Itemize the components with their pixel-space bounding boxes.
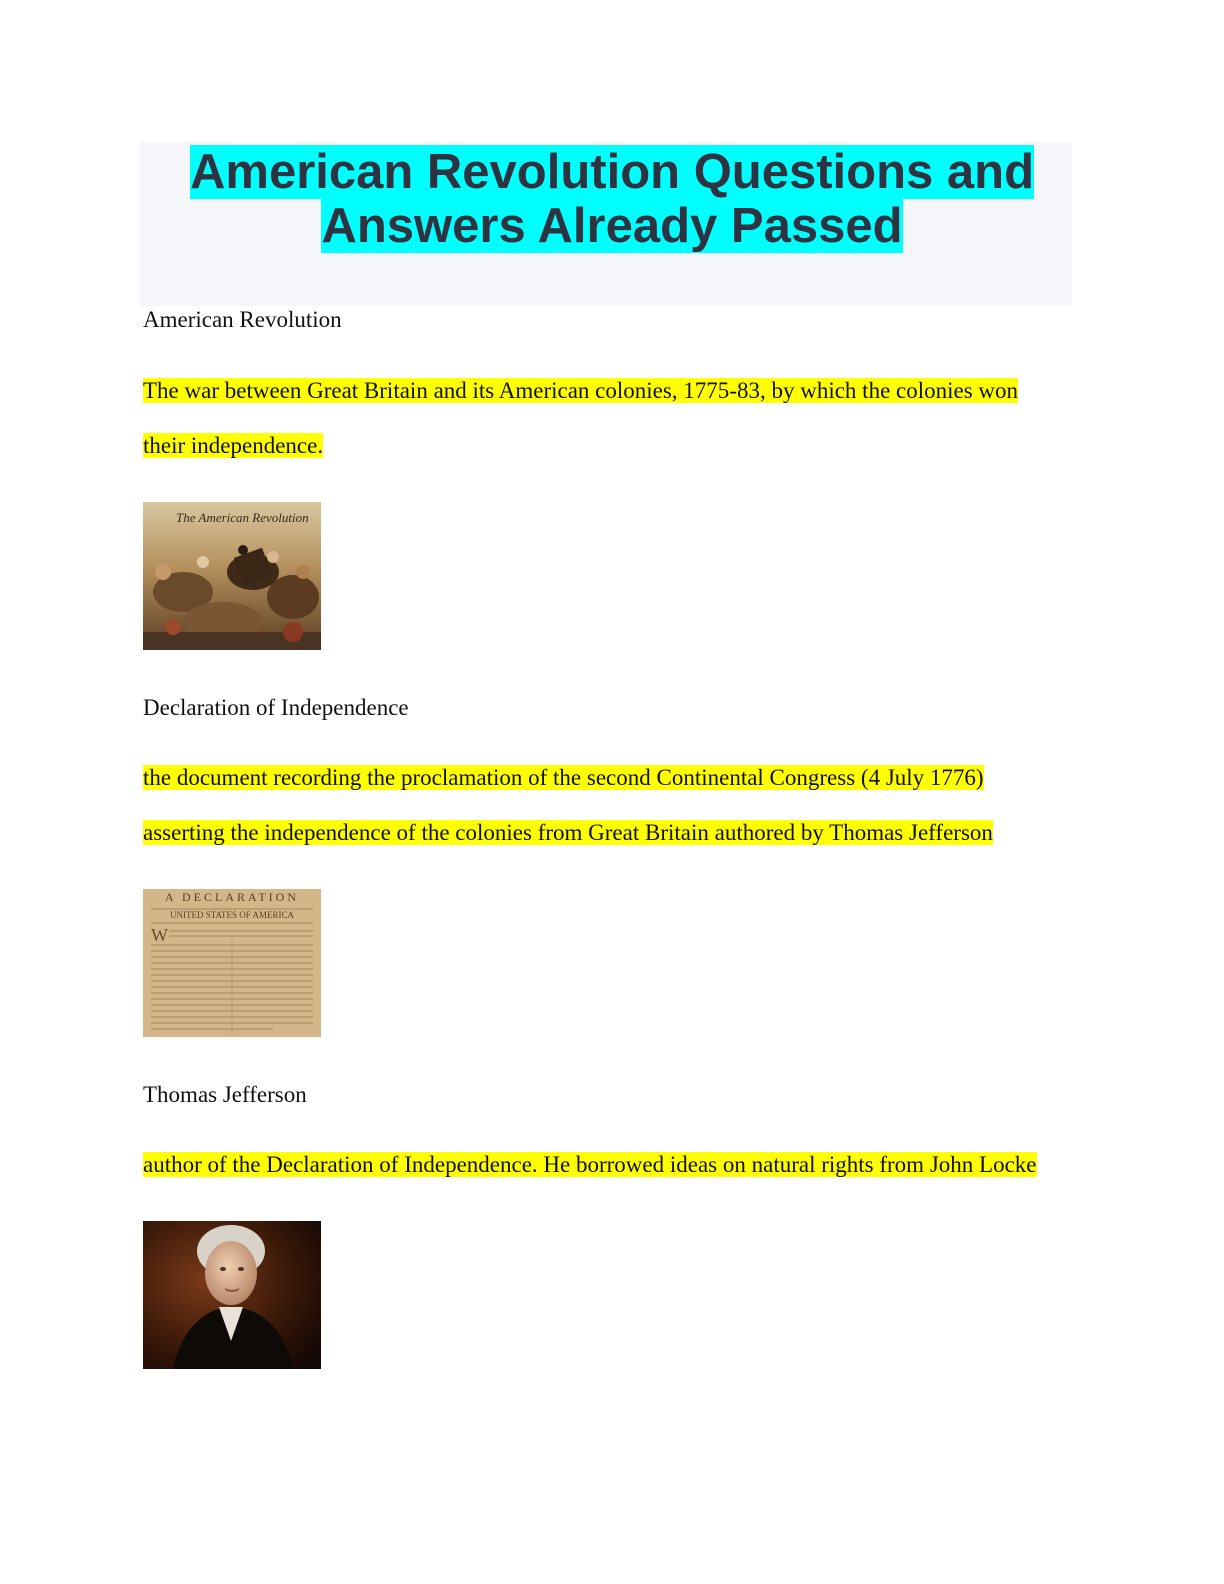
answer-line: The war between Great Britain and its American colonies, 1775-83, by which the colonies won bbox=[143, 378, 1019, 403]
page-title bbox=[0, 145, 1224, 253]
image-caption: The American Revolution bbox=[176, 510, 309, 525]
term-thomas-jefferson: Thomas Jefferson bbox=[143, 1082, 307, 1107]
answer-line: their independence. bbox=[143, 433, 324, 458]
image-caption: A DECLARATION bbox=[165, 890, 299, 904]
image-caption: UNITED STATES OF AMERICA bbox=[169, 910, 295, 920]
answer-line: the document recording the proclamation of the second Continental Congress (4 July 1776) bbox=[143, 765, 984, 790]
title-line-2: Answers Already Passed bbox=[321, 199, 903, 253]
declaration-document-image bbox=[143, 889, 321, 1037]
answer-line: author of the Declaration of Independence. He borrowed ideas on natural rights from John Locke bbox=[143, 1152, 1037, 1177]
term-declaration-of-independence: Declaration of Independence bbox=[143, 695, 409, 720]
title-line-1: American Revolution Questions and bbox=[189, 145, 1035, 199]
jefferson-portrait-image bbox=[143, 1221, 321, 1369]
american-revolution-image bbox=[143, 502, 321, 650]
answer-line: asserting the independence of the colonies from Great Britain authored by Thomas Jefferson bbox=[143, 820, 993, 845]
svg-text:W: W bbox=[151, 925, 168, 945]
term-american-revolution: American Revolution bbox=[143, 307, 342, 332]
